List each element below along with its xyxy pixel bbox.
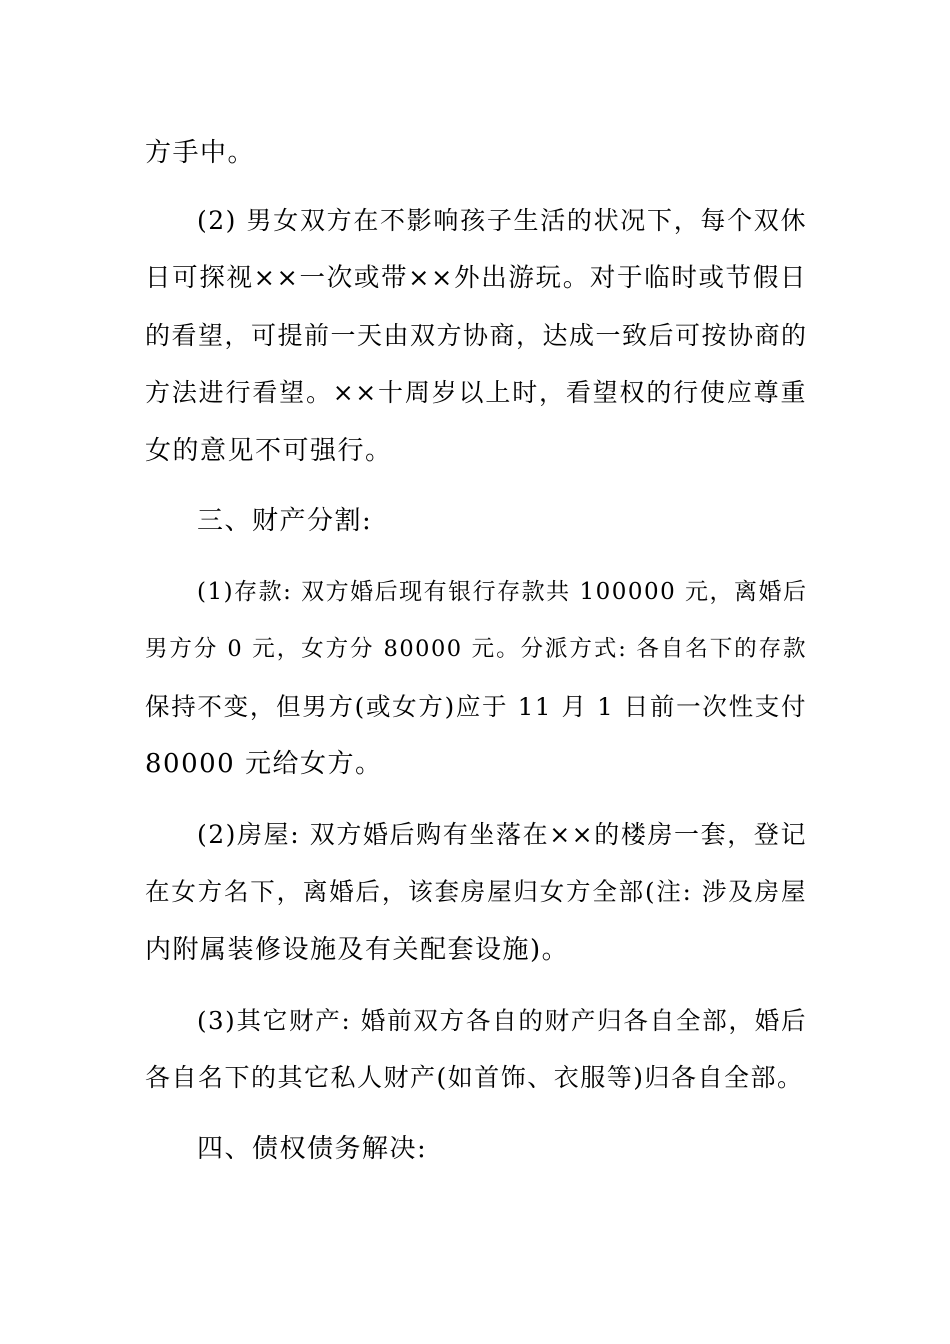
text-line: 各自名下的其它私人财产(如首饰、衣服等)归各自全部。 — [145, 1063, 804, 1092]
text-line: (3)其它财产: 婚前双方各自的财产归各自全部，婚后 — [197, 1006, 807, 1035]
text-line: 在女方名下，离婚后，该套房屋归女方全部(注: 涉及房屋 — [145, 877, 807, 906]
text-line: 女的意见不可强行。 — [145, 436, 393, 466]
text-line: 保持不变，但男方(或女方)应于 11 月 1 日前一次性支付 — [145, 692, 807, 721]
text-line: 日可探视××一次或带××外出游玩。对于临时或节假日 — [145, 263, 807, 293]
text-line: 男方分 0 元，女方分 80000 元。分派方式: 各自名下的存款 — [145, 636, 807, 662]
text-line: 80000 元给女方。 — [145, 749, 383, 779]
text-line: (2) 男女双方在不影响孩子生活的状况下，每个双休 — [197, 206, 807, 235]
text-line: 方法进行看望。××十周岁以上时，看望权的行使应尊重 — [145, 378, 807, 407]
section-heading: 三、财产分割: — [197, 506, 373, 536]
text-line: (1)存款: 双方婚后现有银行存款共 100000 元，离婚后 — [197, 579, 808, 605]
text-line: (2)房屋: 双方婚后购有坐落在××的楼房一套，登记 — [197, 820, 807, 849]
text-line: 方手中。 — [145, 138, 256, 168]
text-line: 的看望，可提前一天由双方协商，达成一致后可按协商的 — [145, 321, 808, 350]
section-heading: 四、债权债务解决: — [197, 1134, 428, 1164]
text-line: 内附属装修设施及有关配套设施)。 — [145, 935, 570, 965]
